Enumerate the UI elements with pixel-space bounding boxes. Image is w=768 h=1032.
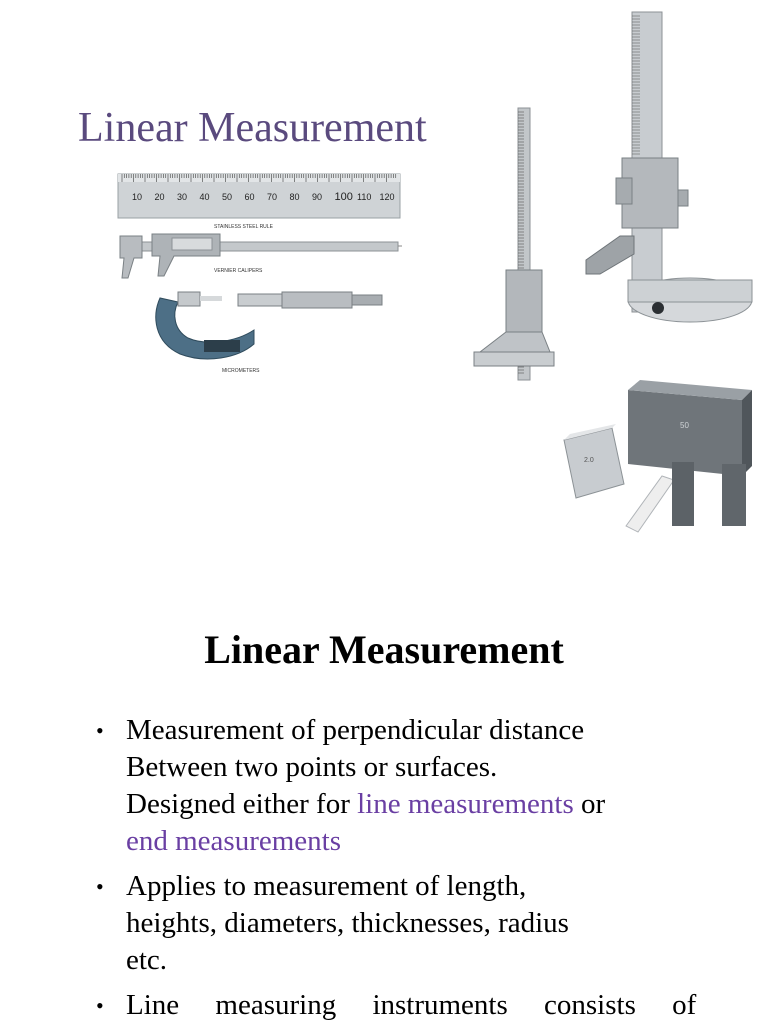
ruler-number: 80 (289, 192, 300, 202)
steel-rule-image (116, 172, 402, 234)
bullet-text-part: or (573, 788, 606, 820)
bullet-text: • Applies to measurement of length, (126, 870, 527, 902)
slide-2-title: Linear Measurement (204, 627, 564, 672)
bullet-text: • Line measuring instruments consists of (126, 989, 697, 1021)
bullet-item (96, 712, 746, 860)
ruler-number: 120 (379, 192, 395, 202)
steel-rule-caption: STAINLESS STEEL RULE (214, 224, 273, 230)
ruler-number: 110 (357, 192, 372, 202)
ruler-number: 40 (199, 192, 210, 202)
gauge-blocks-image (556, 376, 756, 536)
bullet-list (96, 712, 746, 1032)
ruler-number: 70 (267, 192, 278, 202)
bullet-text: • Measurement of perpendicular distance (126, 714, 585, 746)
gauge-block-large-label: 50 (680, 421, 689, 430)
bullet-text: etc. (126, 944, 168, 976)
caliper-caption: VERNIER CALIPERS (214, 268, 263, 274)
bullet-item (96, 868, 746, 979)
vernier-caliper-image (112, 226, 402, 288)
micrometer-image (150, 286, 390, 374)
ruler-number: 10 (132, 192, 143, 202)
ruler-number: 20 (154, 192, 165, 202)
micrometer-caption: MICROMETERS (222, 368, 260, 374)
bullet-text-part: Designed either for (126, 788, 358, 820)
bullet-text: Between two points or surfaces. (126, 751, 498, 783)
ruler-number: 50 (222, 192, 233, 202)
slide-2 (0, 560, 768, 1024)
highlight-end-measurements: end measurements (126, 825, 342, 857)
bullet-text: heights, diameters, thicknesses, radius (126, 907, 569, 939)
ruler-number: 30 (177, 192, 188, 202)
bullet-text (126, 786, 746, 823)
highlight-line-measurements: line measurements (357, 788, 574, 820)
gauge-block-small-label: 2.0 (584, 457, 594, 464)
slide-1-title: Linear Measurement (78, 105, 427, 151)
ruler-number: 100 (334, 191, 353, 203)
ruler-number: 60 (244, 192, 255, 202)
ruler-number: 90 (312, 192, 323, 202)
height-gauge-image (580, 10, 760, 332)
bullet-item (96, 987, 746, 1024)
depth-gauge-image (470, 104, 558, 386)
